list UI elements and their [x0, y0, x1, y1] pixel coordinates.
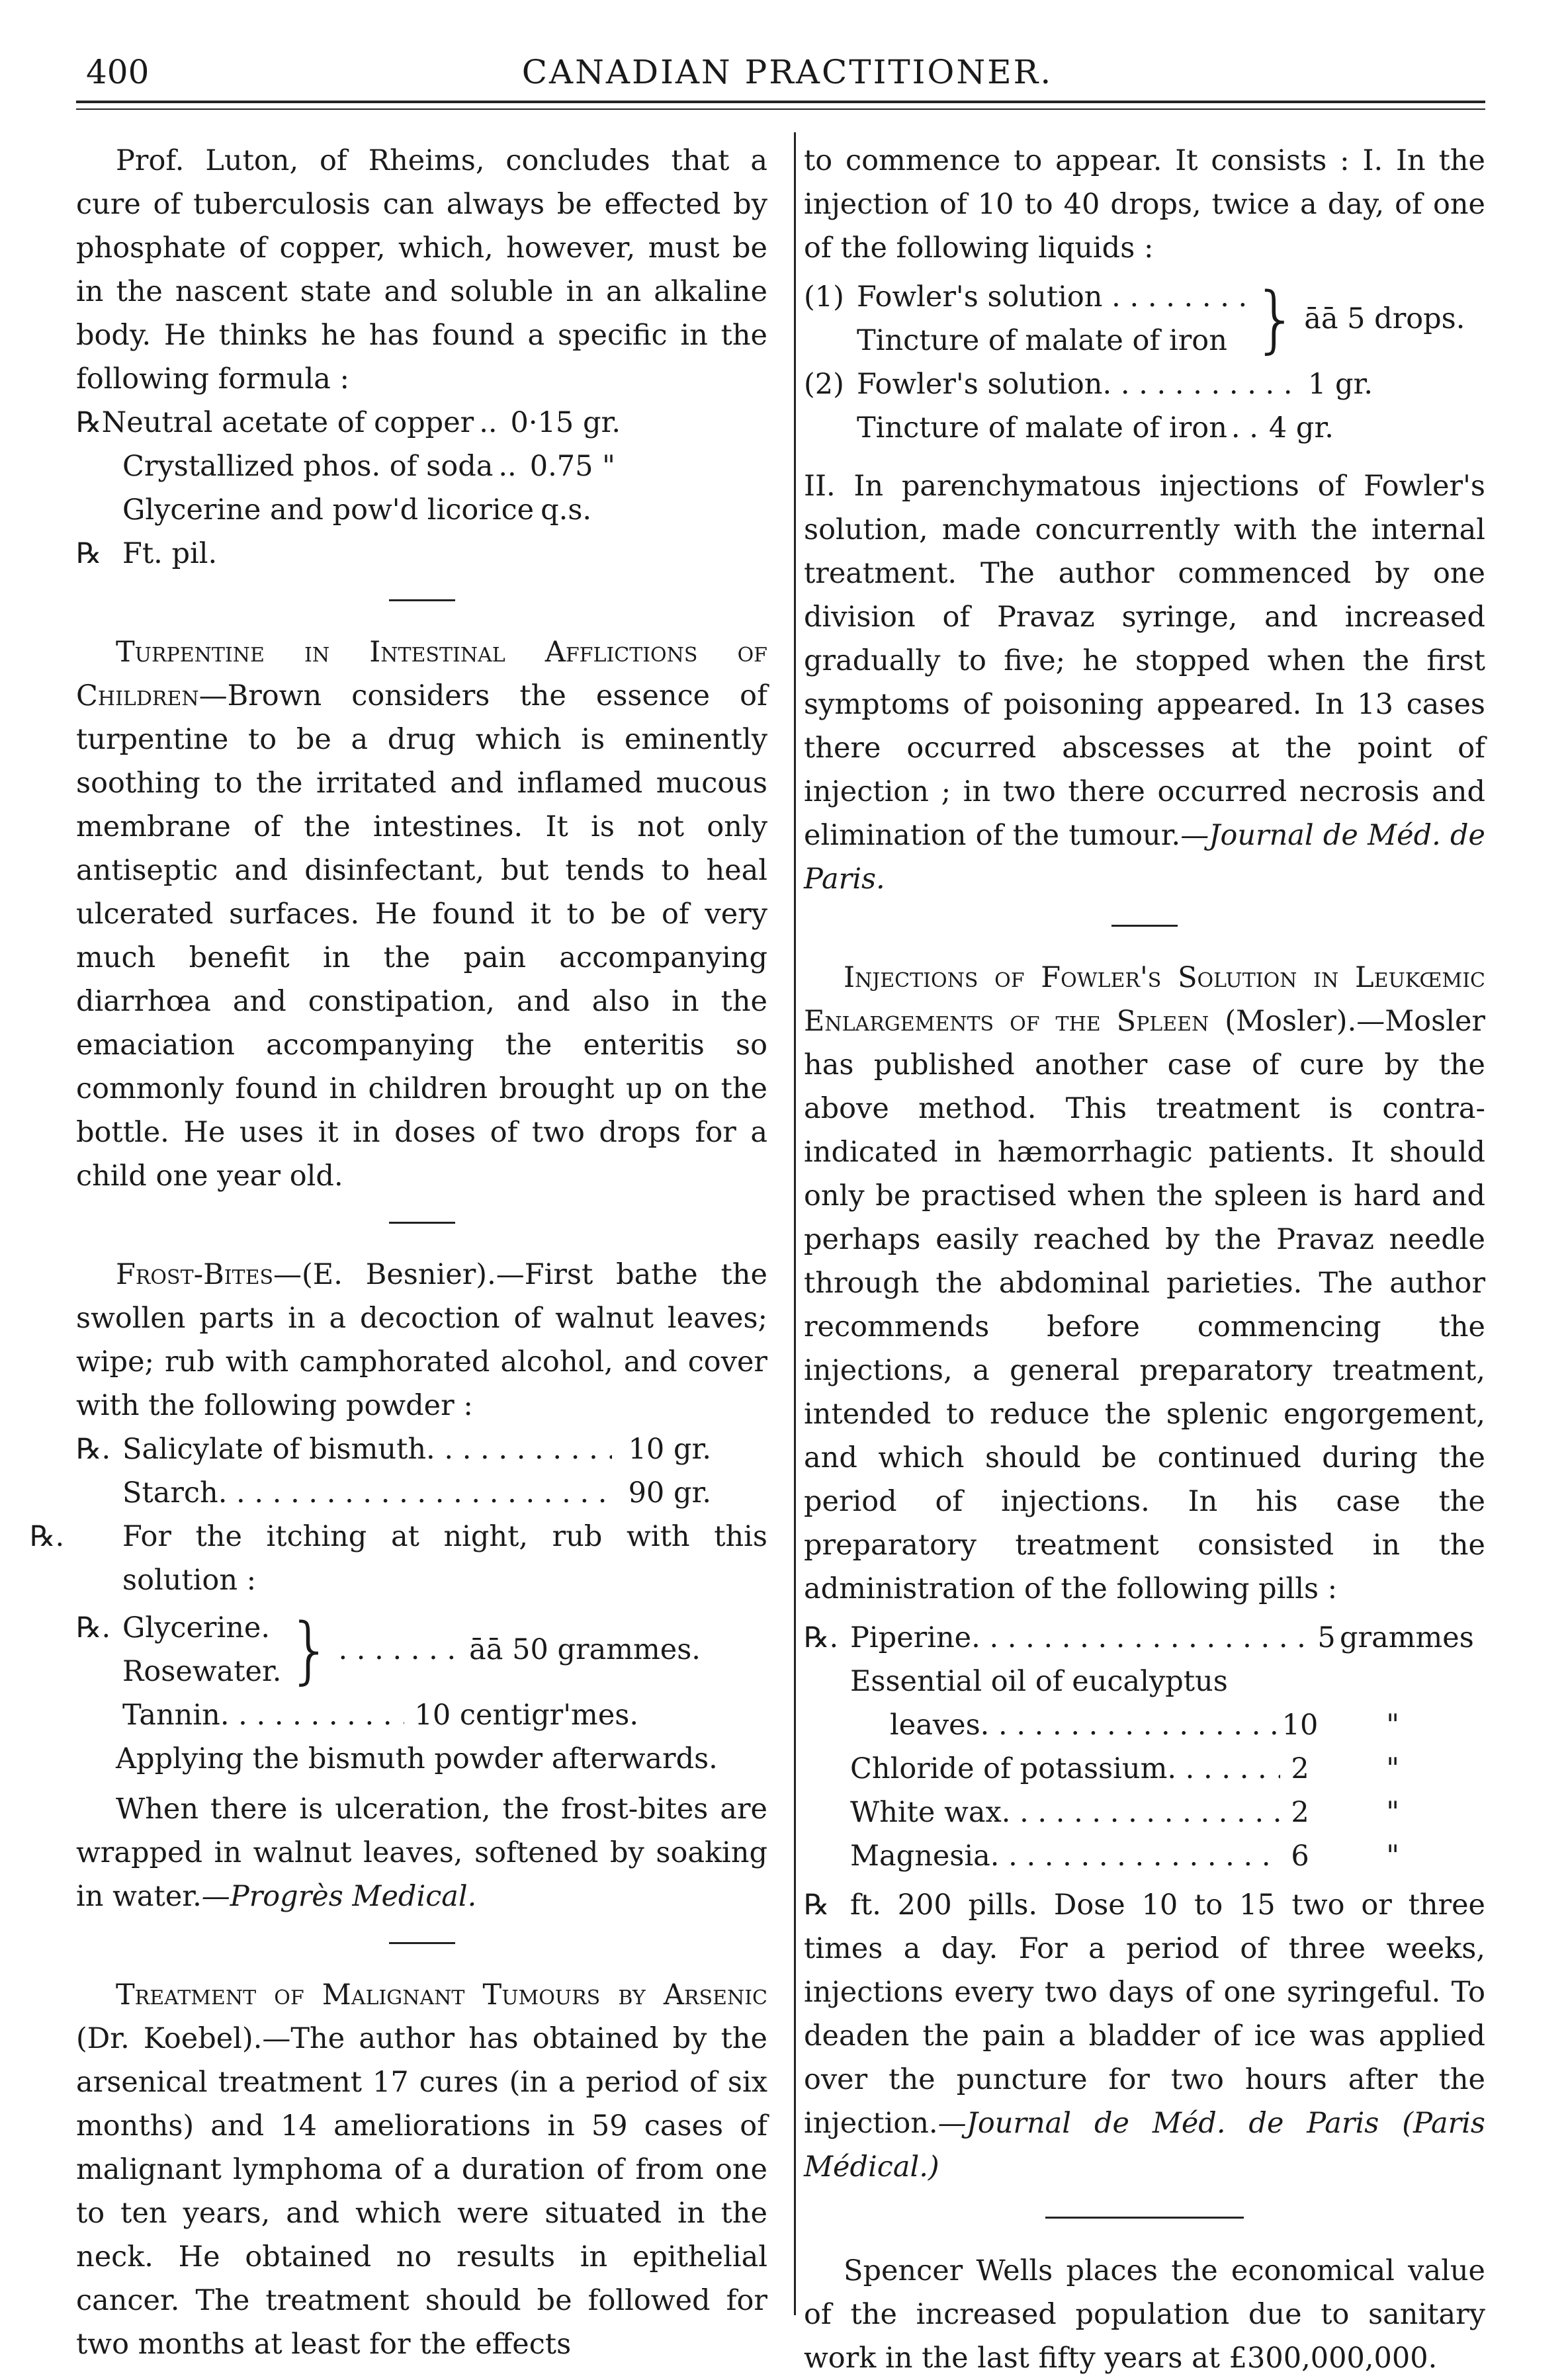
section-separator	[1111, 925, 1178, 927]
rx-qty: 0.75 "	[529, 450, 615, 483]
page-header	[86, 53, 1489, 99]
misce-text: Ft. pil.	[122, 537, 218, 570]
luton-prescription	[76, 401, 619, 575]
rx-unit: "	[1386, 1840, 1399, 1873]
rx-item: White wax	[850, 1796, 1002, 1829]
rx-qty: 0·15 gr.	[510, 406, 621, 439]
rx-line	[76, 401, 619, 445]
rx-qty: 1 gr.	[1307, 368, 1373, 401]
rx-item: Piperine	[850, 1621, 972, 1654]
header-rule-thick	[76, 101, 1485, 103]
rx-line	[76, 1427, 711, 1471]
rx-item: Tincture of malate of iron	[857, 324, 1227, 357]
misce-line	[30, 1515, 767, 1602]
recipe-symbol: ℞.	[804, 1621, 839, 1654]
rx-unit: "	[1386, 1709, 1399, 1742]
rx-qty: 2	[1291, 1752, 1309, 1785]
rx-item: Glycerine.	[122, 1611, 271, 1644]
rx-line	[76, 1471, 711, 1515]
rx-qty: 5	[1317, 1621, 1336, 1654]
injections-ii-paragraph	[804, 464, 1485, 901]
column-divider	[794, 132, 796, 2315]
running-title: CANADIAN PRACTITIONER.	[521, 53, 1053, 91]
recipe-symbol: ℞.	[76, 1611, 111, 1644]
rx-line	[804, 1703, 1399, 1747]
section-title: Turpentine in Intestinal Afflictions of Children	[76, 636, 767, 712]
header-rule-thin	[76, 108, 1485, 110]
arsenic-paragraph	[76, 1973, 767, 2366]
rx-item-text: Fowler's solution	[857, 280, 1103, 314]
misce-symbol: ℞	[804, 1889, 830, 1922]
frostbite-prescription-2	[76, 1606, 767, 1737]
brace-items	[122, 1606, 281, 1693]
right-brace: }	[1252, 276, 1299, 361]
rx-item: Salicylate of bismuth	[122, 1433, 427, 1466]
rx-item: Tincture of malate of iron	[857, 411, 1227, 445]
item-number: (2)	[804, 368, 844, 401]
rx-qty: 2	[1291, 1796, 1309, 1829]
rx-dots: ..	[479, 406, 498, 439]
section-separator	[389, 599, 455, 601]
liquid-2b	[804, 406, 1373, 450]
right-column	[804, 139, 1485, 2380]
section-body: (Dr. Koebel).—The author has obtained by the arsenical treatment 17 cures (in a period of six months) and 14 ameliorations in 59 cases of malignant lymphoma of a duration of from one to ten years, and which were situated in the neck. He obtained no results in epithelial cancer. The treatment should be followed for two months at least for the effects	[76, 2022, 767, 2361]
rx-line	[804, 1747, 1399, 1791]
rx-line	[804, 1616, 1474, 1660]
leader-dots	[980, 1703, 1280, 1747]
misce-symbol: ℞	[76, 537, 102, 570]
source-citation: —Progrès Medical.	[201, 1880, 477, 1913]
section-title: Frost-Bites	[116, 1258, 274, 1291]
section-title: Injections of Fowler's Solution in Leukœmic Enlargements of the Spleen	[804, 961, 1485, 1038]
liquid-2	[804, 362, 1373, 406]
rx-item: Essential oil of eucalyptus	[850, 1665, 1228, 1698]
rx-line	[76, 488, 619, 532]
rx-item: Magnesia	[850, 1840, 990, 1873]
continuation-paragraph: to commence to appear. It consists : I. In the injection of 10 to 40 drops, twice a day, of one of the following liquids :	[804, 144, 1485, 265]
leader-dots: . .	[1231, 411, 1258, 445]
pills-directions	[804, 1883, 1485, 2189]
rx-qty: 90 gr.	[628, 1476, 711, 1509]
rx-unit: "	[1386, 1752, 1399, 1785]
source-citation: —Journal de Méd. de Paris (Paris Médical.)	[804, 2107, 1485, 2184]
section-separator	[389, 1222, 455, 1224]
leader-dots	[220, 1693, 404, 1737]
rx-qty: 6	[1291, 1840, 1309, 1873]
rx-unit: grammes	[1340, 1621, 1474, 1654]
directions-text: ft. 200 pills. Dose 10 to 15 two or three times a day. For a period of three weeks, injections every two days of one syringeful. To deaden the pain a bladder of ice was applied over the puncture for two hours after the injection.	[804, 1889, 1485, 2140]
rx-qty: āā 5 drops.	[1304, 302, 1465, 335]
fowler-spleen-paragraph	[804, 956, 1485, 1611]
source-citation: —Journal de Méd. de Paris.	[804, 819, 1485, 896]
frost-after: Applying the bismuth powder afterwards.	[116, 1742, 718, 1775]
rx-line	[804, 1834, 1399, 1878]
item-number: (1)	[804, 280, 844, 314]
rx-line	[76, 1693, 638, 1737]
page-number: 400	[86, 53, 150, 91]
frost-ulcer-paragraph	[76, 1787, 767, 1918]
left-column	[30, 139, 767, 2366]
section-separator	[1045, 2217, 1244, 2219]
spacer	[804, 450, 1485, 464]
rx-item: Glycerine and pow'd licorice	[122, 493, 535, 527]
leader-dots	[971, 1616, 1313, 1660]
rx-item: Neutral acetate of copper	[101, 406, 474, 439]
misce-symbol: ℞.	[30, 1520, 65, 1553]
frostbite-paragraph	[76, 1253, 767, 1427]
spencer-wells-paragraph: Spencer Wells places the economical value of the increased population due to sanitary work in the last fifty years at £300,000,000.	[804, 2254, 1485, 2375]
rx-item: leaves	[890, 1709, 980, 1742]
liquid-1	[804, 275, 1485, 362]
right-brace: }	[286, 1607, 333, 1692]
paragraph-text: II. In parenchymatous injections of Fowler's solution, made concurrently with the internal treatment. The author commenced by one division of Pravaz syringe, and increased gradually to five; he stopped when the first symptoms of poisoning appeared. In 13 cases there occurred abscesses at the point of injection ; in two there occurred necrosis and elimination of the tumour.	[804, 470, 1485, 852]
rx-item: Rosewater.	[122, 1655, 282, 1688]
misce-text: For the itching at night, rub with this solution :	[122, 1520, 767, 1597]
leader-dots	[1002, 1791, 1280, 1834]
leader-dots	[1103, 362, 1300, 406]
rx-line	[804, 1660, 1465, 1703]
leader-dots	[990, 1834, 1280, 1878]
frostbite-prescription-1	[76, 1427, 711, 1515]
leader-dots	[426, 1427, 612, 1471]
recipe-symbol: ℞.	[76, 1433, 111, 1466]
rx-item: Starch	[122, 1476, 218, 1509]
section-separator	[389, 1942, 455, 1944]
misce-line	[76, 532, 619, 575]
rx-brace-group	[76, 1606, 767, 1693]
recipe-symbol: ℞	[76, 406, 102, 439]
leader-dots: . . . . . . . .	[1102, 280, 1248, 314]
section-body: —Brown considers the essence of turpentine to be a drug which is eminently soothing to the irritated and inflamed mucous membrane of the intestines. It is not only antiseptic and disinfectant, but tends to heal ulcerated surfaces. He found it to be of very much benefit in the pain accompanying diarrhœa and constipation, and also in the emaciation accompanying the enteritis so commonly found in children brought up on the bottle. He uses it in doses of two drops for a child one year old.	[76, 679, 767, 1193]
section-title: Treatment of Malignant Tumours by Arsenic	[116, 1978, 767, 2012]
rx-item: Fowler's solution	[857, 368, 1103, 401]
frost-ulcer-text: When there is ulceration, the frost-bites are wrapped in walnut leaves, softened by soaking in water.	[76, 1793, 767, 1913]
rx-dots: ..	[498, 450, 517, 483]
rx-item: Crystallized phos. of soda	[122, 450, 494, 483]
brace-items	[857, 275, 1247, 362]
rx-item	[857, 275, 1247, 319]
section-body: (Mosler).—Mosler has published another case of cure by the above method. This treatment is contra-indicated in hæmorrhagic patients. It should only be practised when the spleen is hard and perhaps easily reached by the Pravaz needle through the abdominal parieties. The author recommends before commencing the injections, a general preparatory treatment, intended to reduce the splenic engorgement, and which should be continued during the period of injections. In his case the preparatory treatment consisted in the administration of the following pills :	[804, 1005, 1485, 1605]
liquids-list	[804, 275, 1485, 450]
rx-line	[76, 445, 619, 488]
leader-dots	[218, 1471, 612, 1515]
rx-unit: "	[1386, 1796, 1399, 1829]
leader-dots	[1167, 1747, 1280, 1791]
rx-item: Chloride of potassium	[850, 1752, 1168, 1785]
rx-qty: 10	[1282, 1709, 1319, 1742]
rx-qty: 4 gr.	[1268, 411, 1334, 445]
leader-dots: . . . . . . .	[338, 1633, 457, 1666]
rx-qty: q.s.	[541, 493, 592, 527]
rx-line	[804, 1791, 1399, 1834]
section-body: —(E. Besnier).—First bathe the swollen parts in a decoction of walnut leaves; wipe; rub with camphorated alcohol, and cover with the following powder :	[76, 1258, 767, 1422]
luton-paragraph: Prof. Luton, of Rheims, concludes that a cure of tuberculosis can always be effected by phosphate of copper, which, however, must be in the nascent state and soluble in an alkaline body. He thinks he has found a specific in the following formula :	[76, 144, 767, 396]
turpentine-paragraph	[76, 630, 767, 1198]
pills-prescription	[804, 1616, 1474, 1878]
rx-item: Tannin	[122, 1699, 220, 1732]
rx-qty: 10 gr.	[628, 1433, 711, 1466]
rx-qty: āā 50 grammes.	[469, 1633, 701, 1666]
rx-qty: 10 centigr'mes.	[414, 1699, 638, 1732]
